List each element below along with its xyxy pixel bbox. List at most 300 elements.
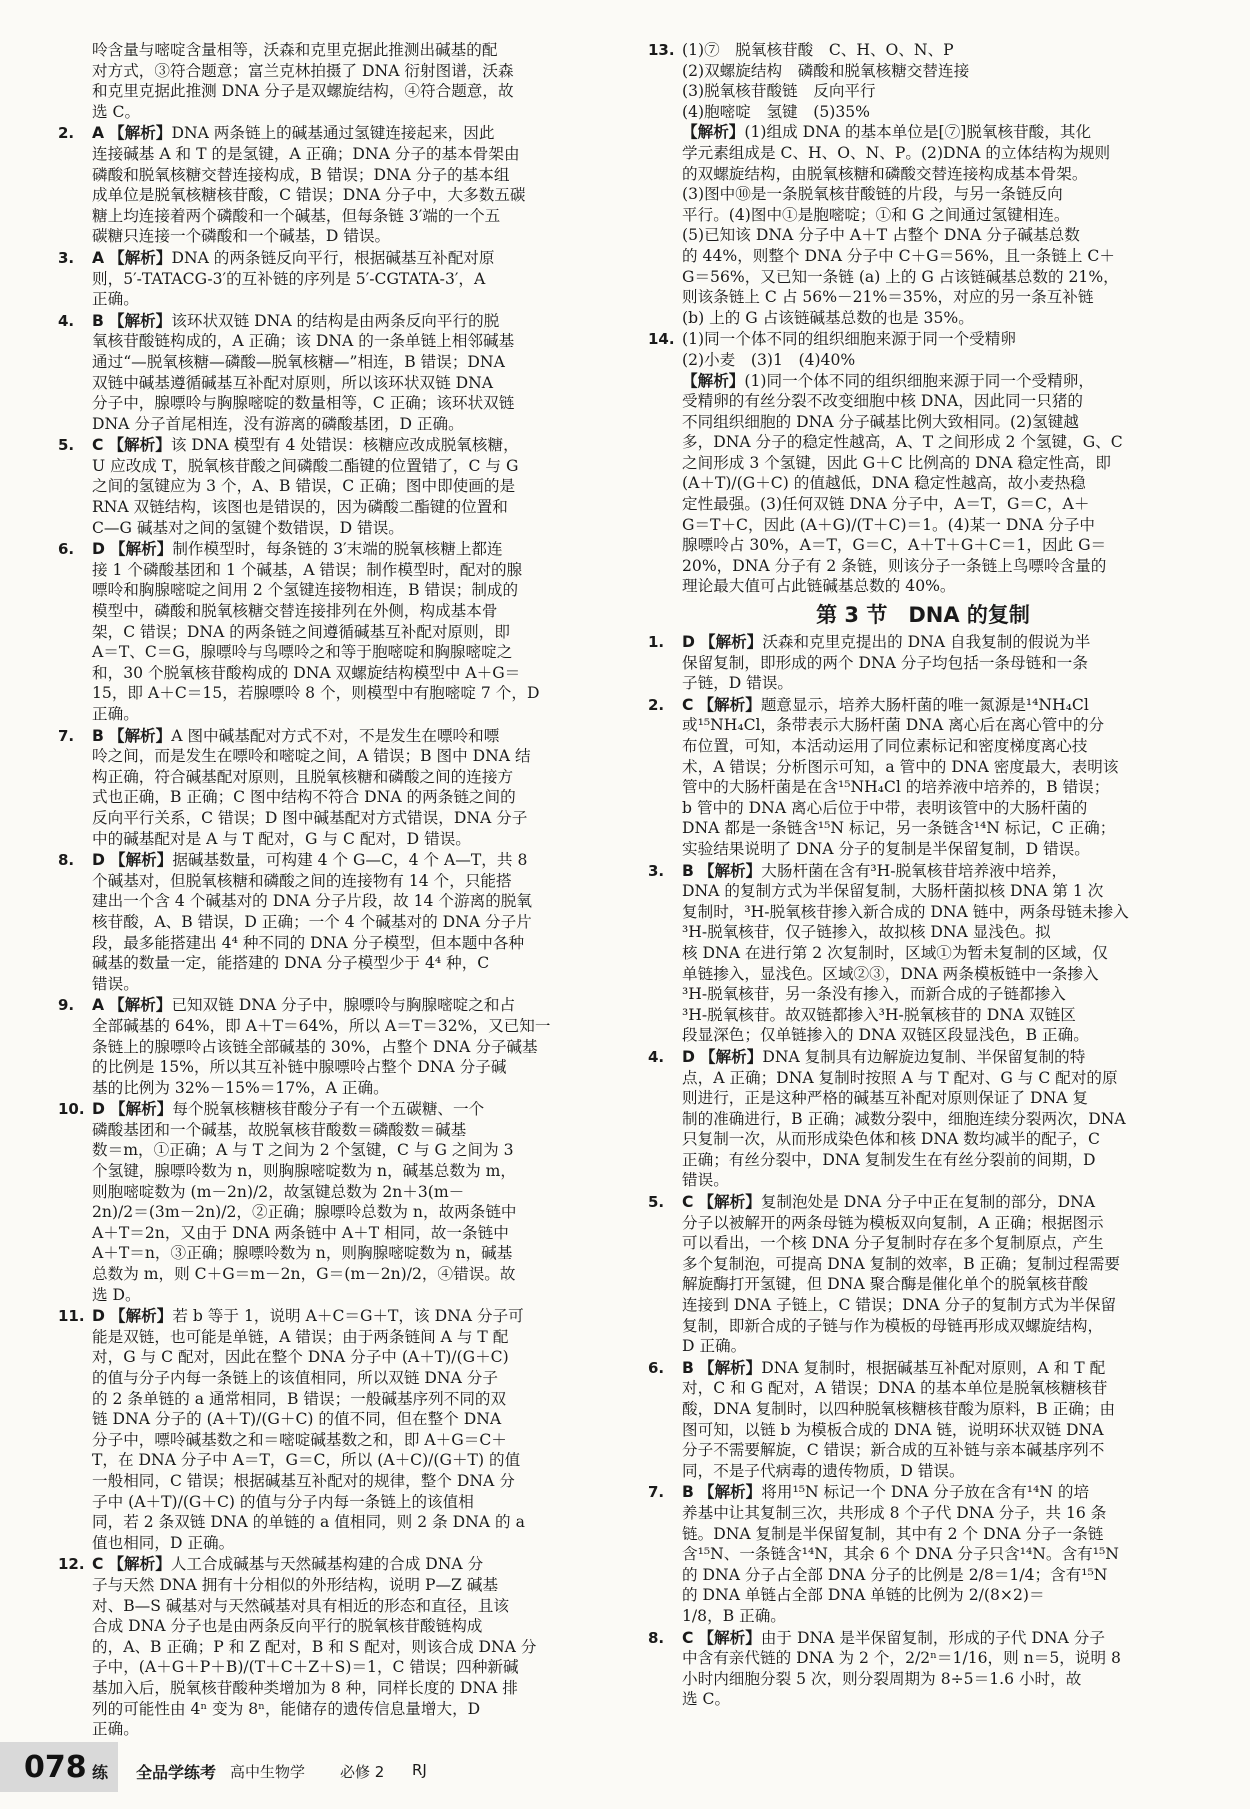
answer-text: DNA 都是一条链含¹⁵N 标记，另一条链含¹⁴N 标记，C 正确； [682,819,1116,838]
answer-content [92,123,610,247]
answer-line [92,746,610,767]
answer-text: T，在 DNA 分子中 A＝T，G＝C，所以 (A＋C)/(G＋T) 的值 [92,1451,521,1470]
analysis-line [682,556,1198,577]
answer-item [648,695,1198,860]
answer-content [682,695,1198,860]
answer-text: 选 C。 [682,1690,731,1709]
answer-line [92,539,610,560]
answer-line [682,964,1198,985]
answer-text: 题意显示，培养大肠杆菌的唯一氮源是¹⁴NH₄Cl [760,695,1089,714]
answer-content [682,1628,1198,1710]
analysis-text: (1)组成 DNA 的基本单位是[⑦]脱氧核苷酸，其化 [744,123,1092,142]
answer-choice: C [682,1193,694,1212]
answer-line [682,1565,1198,1586]
answer-line [682,861,1198,882]
answers-section-3 [648,632,1198,1710]
answer-text: 由于 DNA 是半保留复制，形成的子代 DNA 分子 [760,1628,1105,1647]
answer-line [682,673,1198,694]
answer-text: A＋T＝2n，又由于 DNA 两条链中 A＋T 相同，故一条链中 [92,1223,509,1242]
answer-text: 分子以被解开的两条母链为模板双向复制，A 正确；根据图示 [682,1213,1104,1232]
answer-text: U 应改成 T，脱氧核苷酸之间磷酸二酯键的位置错了，C 与 G [92,456,519,475]
analysis-line [682,143,1198,164]
analysis-text: 的双螺旋结构，由脱氧核糖和磷酸交替连接构成基本骨架。 [682,164,1088,183]
answer-text: 对方式，③符合题意；富兰克林拍摄了 DNA 衍射图谱，沃森 [92,61,514,80]
page-footer [0,1742,1250,1792]
analysis-text: (5)已知该 DNA 分子中 A＋T 占整个 DNA 分子碱基总数 [682,226,1080,245]
answer-text: 个氢键，腺嘌呤数为 n，则胸腺嘧啶数为 n，碱基总数为 m， [92,1162,516,1181]
answer-text: 管中的大肠杆菌是在含¹⁵NH₄Cl 的培养液中培养的，B 错误； [682,778,1110,797]
answer-text: 术，A 错误；分析图示可知，a 管中的 DNA 密度最大，表明该 [682,757,1119,776]
analysis-text: 之间形成 3 个氢键，因此 G＋C 比例高的 DNA 稳定性高，即 [682,453,1111,472]
answer-text: 制的准确进行，B 正确；减数分裂中，细胞连续分裂两次，DNA [682,1109,1126,1128]
analysis-tag: 【解析】 [682,371,745,390]
answer-line [92,1016,610,1037]
answer-content [682,632,1198,694]
answer-line [92,974,610,995]
answer-text: 该 DNA 模型有 4 处错误：核糖应改成脱氧核糖， [170,436,519,455]
analysis-line [682,308,1198,329]
answer-line [682,1192,1198,1213]
answer-text: A＋T＝n，③正确；腺嘌呤数为 n，则胸腺嘧啶数为 n，碱基 [92,1244,513,1263]
answers-section-2 [648,40,1198,597]
answer-line [92,1492,610,1513]
answer-number: 3. [58,248,75,267]
answer-text: 氧核苷酸链构成的，A 正确；该 DNA 的一条单链上相邻碱基 [92,332,515,351]
answer-text: 布位置，可知，本活动运用了同位素标记和密度梯度离心技 [682,737,1088,755]
answer-line [92,393,610,414]
answer-content [682,329,1198,597]
answer-choice: C [92,1555,104,1574]
answer-item [58,850,610,994]
answer-line [92,414,610,435]
answer-text: 磷酸和脱氧核糖交替连接构成，B 错误；DNA 分子的基本组 [92,165,510,184]
answer-choice: B [92,726,104,745]
answer-line [92,912,610,933]
answer-content [682,1358,1198,1482]
analysis-tag: 【解析】 [698,1483,762,1502]
answer-line [92,1368,610,1389]
answer-line [682,1420,1198,1441]
answer-text: 段显深色；仅单链掺入的 DNA 双链区段显浅色，B 正确。 [682,1026,1089,1045]
answer-choice: D [92,540,105,559]
analysis-text: 的 44%，则整个 DNA 分子中 C＋G＝56%，且一条链上 C＋ [682,246,1115,265]
answer-line [92,1057,610,1078]
answer-line [92,1161,610,1182]
answer-text: (2)双螺旋结构 磷酸和脱氧核糖交替连接 [682,61,970,80]
analysis-line [682,164,1198,185]
answer-text: 将用¹⁵N 标记一个 DNA 分子放在含有¹⁴N 的培 [761,1483,1090,1502]
analysis-text: 理论最大值可占此链碱基总数的 40%。 [682,577,956,596]
page-number: 078 [24,1750,87,1785]
answer-line [92,289,610,310]
analysis-tag: 【解析】 [699,633,763,652]
analysis-text: 平行。(4)图中①是胞嘧啶；①和 G 之间通过氢键相连。 [682,205,1070,224]
answer-line [682,1399,1198,1420]
answer-content [682,1047,1198,1191]
answer-line [92,622,610,643]
answer-line [92,1037,610,1058]
answer-number: 6. [648,1358,665,1377]
answer-text: 含¹⁵N、一条链含¹⁴N，其余 6 个 DNA 分子只含¹⁴N。含有¹⁵N [682,1545,1119,1564]
analysis-tag: 【解析】 [109,851,173,870]
analysis-line [682,391,1198,412]
answer-line [92,1182,610,1203]
answer-choice: A [92,124,105,143]
answer-line [682,736,1198,757]
answer-item [648,1482,1198,1626]
section-title: 第 3 节 DNA 的复制 [816,603,1030,628]
answer-line [682,798,1198,819]
answer-text: 复制时，³H-脱氧核苷掺入新合成的 DNA 链中，两条母链未掺入 [682,902,1129,921]
answer-line [682,1150,1198,1171]
answer-item [58,248,610,310]
analysis-line [682,576,1198,597]
answer-text: 的值与分子内每一条链上的该值相同，所以双链 DNA 分子 [92,1369,498,1387]
answer-choice: D [682,1047,695,1066]
answer-number: 2. [58,124,75,143]
answer-line [92,206,610,227]
answer-number: 6. [58,540,75,559]
answer-text: 分子中，嘌呤碱基数之和＝嘧啶碱基数之和，即 A＋G＝C＋ [92,1430,507,1449]
answer-line [92,1596,610,1617]
answer-text: 已知双链 DNA 分子中，腺嘌呤与胸腺嘧啶之和占 [171,996,516,1015]
analysis-line [682,412,1198,433]
analysis-text: (3)图中⑩是一条脱氧核苷酸链的片段，与另一条链反向 [682,185,1063,204]
analysis-text: 多，DNA 分子的稳定性越高，A、T 之间形成 2 个氢键，G、C [682,433,1123,452]
answer-text: 呤含量与嘧啶含量相等，沃森和克里克据此推测出碱基的配 [92,41,498,59]
analysis-line [682,515,1198,536]
answer-text: ³H-脱氧核苷。故双链都掺入³H-脱氧核苷的 DNA 双链区 [682,1005,1076,1024]
answer-text: 中含有亲代链的 DNA 为 2 个，2/2ⁿ＝1/16，则 n＝5，说明 8 [682,1649,1121,1668]
answer-choice: C [682,1628,694,1647]
answer-text: 每个脱氧核糖核苷酸分子有一个五碳糖、一个 [172,1100,485,1119]
analysis-tag: 【解析】 [109,540,173,559]
answer-line [682,1047,1198,1068]
answer-line [92,580,610,601]
answer-line [92,767,610,788]
answer-line [92,1699,610,1720]
answer-text: 2n)/2＝(3m－2n)/2，②正确；腺嘌呤总数为 n，故两条链中 [92,1203,517,1222]
analysis-text: (1)同一个体不同的组织细胞来源于同一个受精卵， [744,371,1094,390]
answer-text: 分子中，腺嘌呤与胸腺嘧啶的数量相等，C 正确；该环状双链 [92,394,515,413]
answer-choice: D [92,1100,105,1119]
answer-line [682,1025,1198,1046]
answer-number: 1. [648,633,665,652]
answer-text: D 正确。 [682,1337,747,1356]
answer-content [92,1554,610,1739]
answer-text: 通过“—脱氧核糖—磷酸—脱氧核糖—”相连，B 错误；DNA [92,352,505,371]
answer-text: 正确。 [92,290,139,309]
analysis-text: (b) 上的 G 占该链碱基总数的也是 35%。 [682,308,974,327]
answer-text: 正确。 [92,1720,139,1739]
left-column [58,40,610,1741]
answer-line [92,61,610,82]
answer-text: 大肠杆菌在含有³H-脱氧核苷培养液中培养， [761,861,1068,880]
answer-text: 连接碱基 A 和 T 的是氢键，A 正确；DNA 分子的基本骨架由 [92,144,520,163]
answer-line [92,1471,610,1492]
answer-text: 多个复制泡，可提高 DNA 复制的效率，B 正确；复制过程需要 [682,1254,1120,1273]
answer-line [92,373,610,394]
answer-line [682,839,1198,860]
answer-text: 则进行，正是这种严格的碱基互补配对原则保证了 DNA 复 [682,1089,1088,1108]
answer-line [92,102,610,123]
answer-text: 对、B—S 碱基对与天然碱基对具有相近的形态和直径，且该 [92,1596,509,1615]
answer-text: 的比例是 15%，所以其互补链中腺嘌呤占整个 DNA 分子碱 [92,1058,507,1077]
answer-line [92,953,610,974]
answer-text: 错误。 [92,974,139,993]
answer-number: 4. [648,1047,665,1066]
answer-text: C—G 碱基对之间的氢键个数错误，D 错误。 [92,518,404,537]
answer-line [92,435,610,456]
book-brand: 全品学练考 [136,1763,217,1782]
answer-item [648,1358,1198,1482]
answer-item [648,1192,1198,1357]
answer-line [682,1358,1198,1379]
answer-line [92,269,610,290]
analysis-tag: 【解析】 [109,1307,173,1326]
answer-line [92,1078,610,1099]
answer-line [682,1109,1198,1130]
answer-content [92,1099,610,1305]
answer-line [92,1719,610,1740]
answer-line [682,1088,1198,1109]
answer-text: 碳糖只连接一个磷酸和一个碱基，D 错误。 [92,227,391,246]
answer-line [682,1170,1198,1191]
answer-item [58,40,610,122]
answer-text: ³H-脱氧核苷，仅子链掺入，故拟核 DNA 显浅色。拟 [682,923,1051,942]
analysis-text: G＝T＋C，因此 (A＋G)/(T＋C)＝1。(4)某一 DNA 分子中 [682,515,1096,534]
analysis-tag: 【解析】 [698,861,762,880]
answer-number: 14. [648,330,675,349]
answer-text: DNA 两条链上的碱基通过氢键连接起来，因此 [171,124,495,143]
answer-number: 8. [648,1628,665,1647]
analysis-text: (A＋T)/(G＋C) 的值越低，DNA 稳定性越高，故小麦热稳 [682,474,1086,493]
analysis-tag: 【解析】 [109,124,172,143]
answer-text: DNA 分子首尾相连，没有游离的磷酸基团，D 正确。 [92,414,464,433]
answer-line [92,871,610,892]
answer-number: 13. [648,41,675,59]
answer-line [92,891,610,912]
answer-text: b 管中的 DNA 离心后位于中带，表明该管中的大肠杆菌的 [682,798,1088,817]
answer-line [92,1140,610,1161]
answer-line [92,1450,610,1471]
answer-line [92,1202,610,1223]
answer-text: ³H-脱氧核苷，另一条没有掺入，而新合成的子链都掺入 [682,985,1066,1004]
answer-number: 10. [58,1100,85,1119]
answer-line [682,632,1198,653]
analysis-line [682,267,1198,288]
answer-line [682,1254,1198,1275]
analysis-tag: 【解析】 [109,996,172,1015]
analysis-tag: 【解析】 [108,1555,171,1574]
answer-number: 5. [648,1193,665,1212]
answer-item [648,861,1198,1046]
answer-line [682,329,1198,350]
answer-line [92,1264,610,1285]
answer-text: 同，不是子代病毒的遗传物质，D 错误。 [682,1461,965,1480]
answer-line [682,818,1198,839]
answer-item [58,726,610,850]
answer-line [92,123,610,144]
answer-choice: A [92,996,105,1015]
answer-line [92,81,610,102]
answer-item [58,1099,610,1305]
right-column [648,40,1198,1711]
answer-content [92,311,610,435]
answer-text: 则胞嘧啶数为 (m－2n)/2，故氢键总数为 2n＋3(m－ [92,1182,465,1201]
answer-text: 该环状双链 DNA 的结构是由两条反向平行的脱 [171,311,500,330]
answer-line [682,1005,1198,1026]
answer-text: 错误。 [682,1171,729,1190]
answer-number: 7. [58,726,75,745]
answer-text: 酸，DNA 复制时，以四种脱氧核糖核苷酸为原料，B 正确；由 [682,1400,1116,1418]
answer-text: 值也相同，D 正确。 [92,1533,235,1552]
answer-line [682,1316,1198,1337]
answer-line [92,933,610,954]
answer-text: (1)同一个体不同的组织细胞来源于同一个受精卵 [682,330,1016,349]
answer-text: 和克里克据此推测 DNA 分子是双螺旋结构，④符合题意，故 [92,82,514,101]
answer-item [648,329,1198,597]
answer-line [92,1616,610,1637]
answer-text: 和，30 个脱氧核苷酸构成的 DNA 双螺旋结构模型中 A＋G＝ [92,663,521,682]
answer-line [92,1575,610,1596]
answer-content [92,40,610,122]
answer-line [92,995,610,1016]
answer-number: 11. [58,1307,85,1326]
answer-item [58,123,610,247]
answer-line [682,1336,1198,1357]
answer-text: 人工合成碱基与天然碱基构建的合成 DNA 分 [170,1555,484,1574]
answer-text: 核 DNA 在进行第 2 次复制时，区域①为暂未复制的区域，仅 [682,943,1108,962]
answer-line [682,881,1198,902]
answer-text: 能是双链，也可能是单链，A 错误；由于两条链间 A 与 T 配 [92,1327,509,1346]
answer-line [682,1378,1198,1399]
answer-line [682,1213,1198,1234]
answer-line [682,1585,1198,1606]
book-edition: RJ [412,1761,427,1779]
answer-text: 的 DNA 单链占全部 DNA 单链的比例为 2/(8×2)＝ [682,1586,1045,1605]
answer-line [92,1512,610,1533]
answer-line [92,40,610,61]
answer-text: 点，A 正确；DNA 复制时按照 A 与 T 配对、G 与 C 配对的原 [682,1068,1118,1087]
answer-text: 呤之间，而是发生在嘌呤和嘧啶之间，A 错误；B 图中 DNA 结 [92,747,531,766]
answer-text: 复制泡处是 DNA 分子中正在复制的部分，DNA [760,1193,1096,1212]
answer-text: 中的碱基配对是 A 与 T 配对，G 与 C 配对，D 错误。 [92,829,471,848]
answer-number: 9. [58,996,75,1015]
answer-line [92,1554,610,1575]
answer-item [58,311,610,435]
answer-line [682,61,1198,82]
answer-content [92,850,610,994]
answer-line [682,653,1198,674]
answer-text: 基的比例为 32%－15%＝17%，A 正确。 [92,1078,389,1097]
answer-line [92,1637,610,1658]
answer-content [682,1192,1198,1357]
answer-line [682,902,1198,923]
answer-text: 或¹⁵NH₄Cl，条带表示大肠杆菌 DNA 离心后在离心管中的分 [682,716,1105,735]
analysis-tag: 【解析】 [108,436,171,455]
answer-text: 只复制一次，从而形成染色体和核 DNA 数均减半的配子，C [682,1130,1100,1149]
answer-text: 沃森和克里克提出的 DNA 自我复制的假说为半 [762,633,1091,652]
answer-choice: D [92,851,105,870]
answer-text: 则，5′-TATACG-3′的互补链的序列是 5′-CGTATA-3′，A [92,269,486,288]
answer-choice: B [92,311,104,330]
answer-number: 8. [58,851,75,870]
answer-text: 之间的氢键应为 3 个，A、B 错误，C 正确；图中即使画的是 [92,477,516,496]
answer-line [682,943,1198,964]
answer-line [92,185,610,206]
answer-line [92,601,610,622]
answer-line [682,1648,1198,1669]
answer-line [92,1327,610,1348]
answer-text: 1/8，B 正确。 [682,1606,786,1625]
answer-text: 的 DNA 分子占全部 DNA 分子的比例是 2/8＝1/4；含有¹⁵N [682,1565,1108,1584]
analysis-line [682,205,1198,226]
page-kind-label: 练 [92,1763,109,1782]
answer-text: 链。DNA 复制是半保留复制，其中有 2 个 DNA 分子一条链 [682,1524,1104,1543]
analysis-tag: 【解析】 [108,726,172,745]
answer-text: 小时内细胞分裂 5 次，则分裂周期为 8÷5＝1.6 小时，故 [682,1669,1082,1688]
answer-content [682,40,1198,328]
answer-content [682,861,1198,1046]
analysis-tag: 【解析】 [698,1628,761,1647]
answer-line [682,695,1198,716]
answer-text: 若 b 等于 1，说明 A＋C＝G＋T，该 DNA 分子可 [172,1307,524,1326]
answer-text: 成单位是脱氧核糖核苷酸，C 错误；DNA 分子中，大多数五碳 [92,186,526,205]
answer-content [92,435,610,538]
analysis-text: 学元素组成是 C、H、O、N、P。(2)DNA 的立体结构为规则 [682,143,1111,162]
answer-line [92,352,610,373]
answer-text: 嘌呤和胸腺嘧啶之间用 2 个氢键连接物相连，B 错误；制成的 [92,581,519,600]
answer-line [92,476,610,497]
answer-number: 12. [58,1555,85,1574]
answer-line [92,560,610,581]
answer-text: A 图中碱基配对方式不对，不是发生在嘌呤和嘌 [171,726,500,745]
answer-text: 基加入后，脱氧核苷酸种类增加为 8 种，同样长度的 DNA 排 [92,1678,518,1697]
answer-line [92,1120,610,1141]
answer-text: (4)胞嘧啶 氢键 (5)35% [682,102,870,121]
answer-text: DNA 的复制方式为半保留复制，大肠杆菌拟核 DNA 第 1 次 [682,882,1104,901]
answer-text: 列的可能性由 4ⁿ 变为 8ⁿ，能储存的遗传信息量增大，D [92,1699,481,1718]
answer-line [92,642,610,663]
answer-line [682,81,1198,102]
answer-line [92,456,610,477]
answer-text: 的，A、B 正确；P 和 Z 配对，B 和 S 配对，则该合成 DNA 分 [92,1637,537,1656]
analysis-tag: 【解析】 [109,1100,173,1119]
answer-item [58,1306,610,1553]
answer-line [92,1430,610,1451]
answer-text: 总数为 m，则 C＋G＝m－2n，G＝(m－2n)/2，④错误。故 [92,1265,516,1284]
answer-line [92,829,610,850]
answer-line [682,1524,1198,1545]
analysis-text: 不同组织细胞的 DNA 分子碱基比例大致相同。(2)氢键越 [682,412,1079,431]
answer-content [92,539,610,724]
answer-item [58,995,610,1098]
answer-text: 连接到 DNA 子链上，C 错误；DNA 分子的复制方式为半保留 [682,1296,1117,1315]
answer-text: 数＝m，①正确；A 与 T 之间为 2 个氢键，C 与 G 之间为 3 [92,1141,514,1160]
answer-line [92,1533,610,1554]
answer-text: DNA 的两条链反向平行，根据碱基互补配对原 [171,248,495,267]
analysis-text: 受精卵的有丝分裂不改变细胞中核 DNA，因此同一只猪的 [682,392,1084,411]
answer-number: 4. [58,311,75,330]
answer-line [92,248,610,269]
answer-text: 链 DNA 分子的 (A＋T)/(G＋C) 的值不同，但在整个 DNA [92,1410,502,1429]
answer-line [92,165,610,186]
answer-text: 磷酸基团和一个碱基，故脱氧核苷酸数＝磷酸数＝碱基 [92,1120,467,1139]
answer-text: 选 D。 [92,1285,141,1304]
answer-text: 一般相同，C 错误；根据碱基互补配对的规律，整个 DNA 分 [92,1471,515,1490]
answer-line [682,984,1198,1005]
